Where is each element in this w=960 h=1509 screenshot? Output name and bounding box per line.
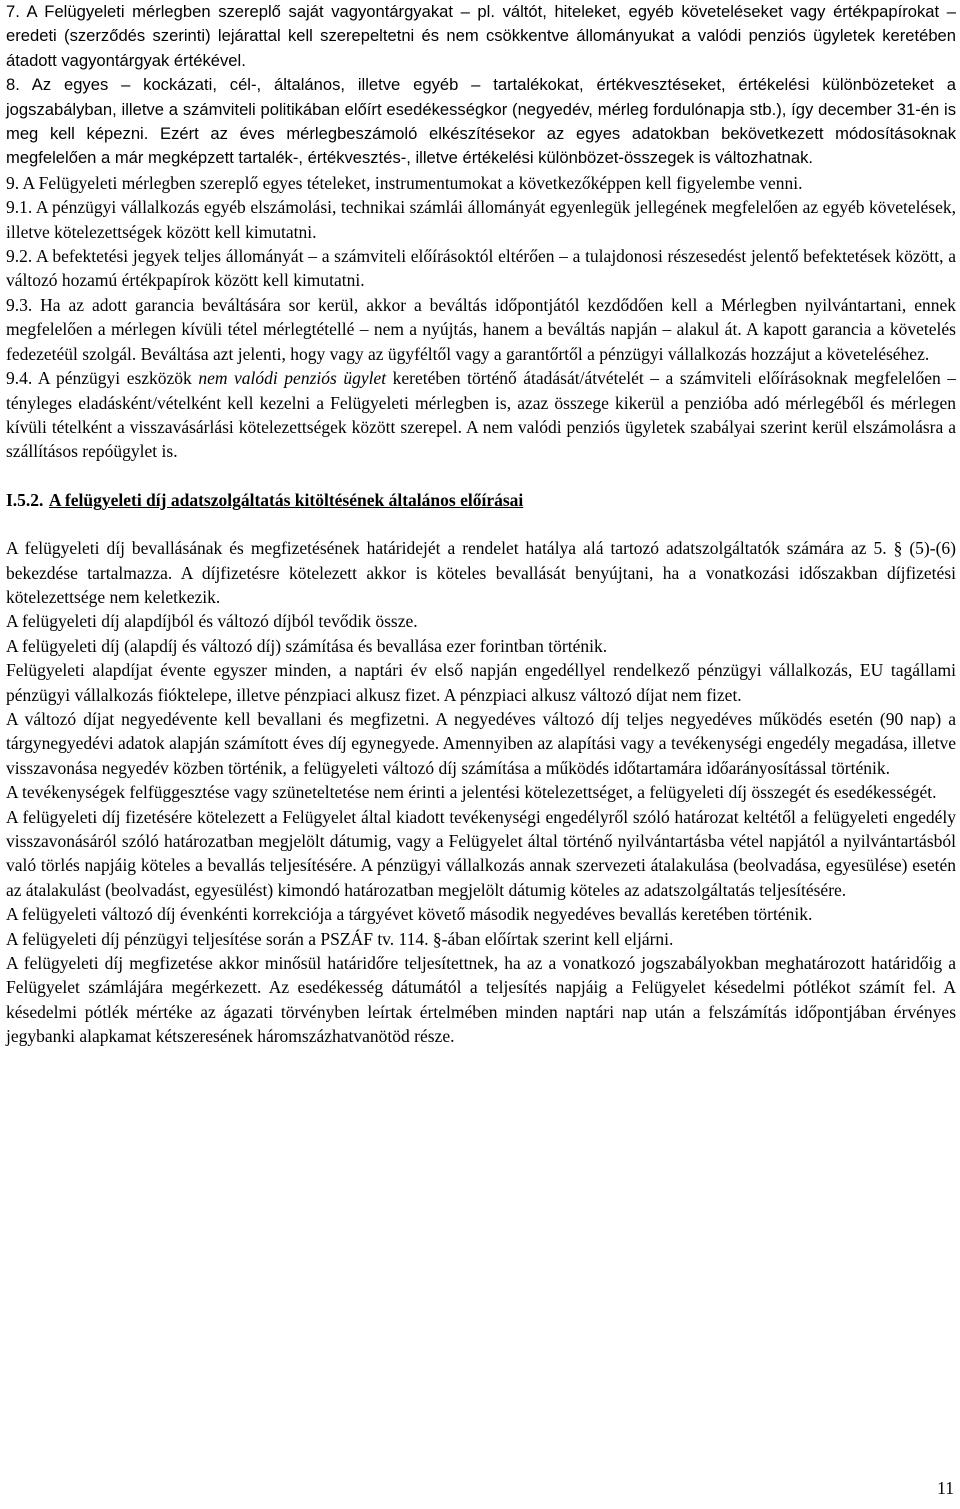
body-paragraph: A tevékenységek felfüggesztése vagy szüneteltetése nem érinti a jelentési kötelezettséget, a felügyeleti díj összegét és esedékességét. <box>6 782 937 803</box>
paragraph-9-4-emphasis: nem valódi penziós ügylet <box>198 368 387 389</box>
section-number: I.5.2. <box>6 489 44 510</box>
paragraph-7: 7. A Felügyeleti mérlegben szereplő saját vagyontárgyakat – pl. váltót, hiteleket, egyéb követeléseket vagy értékpapírokat – eredeti (szerződés szerinti) lejárattal kell szerepeltetni és nem csökkentve állományukat a valódi penziós ügyletek keretében átadott vagyontárgyak értékével. <box>6 2 956 70</box>
paragraph-9: 9. A Felügyeleti mérlegben szereplő egyes tételeket, instrumentumokat a következőképpen kell figyelembe venni. <box>6 172 803 193</box>
spacer <box>6 512 956 536</box>
body-paragraph: A felügyeleti díj (alapdíj és változó díj) számítása és bevallása ezer forintban történik. <box>6 635 608 656</box>
body-paragraph: A felügyeleti díj alapdíjból és változó díjból tevődik össze. <box>6 611 418 632</box>
body-paragraph: A felügyeleti díj megfizetése akkor minősül határidőre teljesítettnek, ha az a vonatkozó jogszabályokban meghatározott határidőig a Felügyelet számlájára megérkezett. Az esedékesség dátumától a teljesítés napjáig a Felügyelet késedelmi pótlékot számít fel. A késedelmi pótlék mértéke az ágazati törvényben leírtak értelmében minden naptári nap után a felszámítás időpontjában érvényes jegybanki alapkamat kétszeresének háromszázhatvanötöd része. <box>6 953 956 1047</box>
body-paragraph: A felügyeleti díj fizetésére kötelezett a Felügyelet által kiadott tevékenységi engedélyről szóló határozat keltétől a felügyeleti engedély visszavonásáról szóló határozatban megjelölt dátumig, vagy a Felügyelet által történő nyilvántartásba vétel napjától a nyilvántartásból való törlés napjáig köteles a bevallás teljesítésére. A pénzügyi vállalkozás annak szervezeti átalakulása (beolvadása, egyesülése) esetén az átalakulást (beolvadást, egyesülést) kimondó határozatban megjelölt dátumig köteles az adatszolgáltatás teljesítésére. <box>6 806 956 900</box>
section-heading <box>6 488 956 512</box>
page-number: 11 <box>937 1478 954 1498</box>
body-paragraph: Felügyeleti alapdíjat évente egyszer minden, a naptári év első napján engedéllyel rendelkező pénzügyi vállalkozás, EU tagállami pénzügyi vállalkozás fióktelepe, illetve pénzpiaci alkusz fizet. A pénzpiaci alkusz változó díjat nem fizet. <box>6 660 956 705</box>
body-paragraph: A felügyeleti változó díj évenkénti korrekciója a tárgyévet követő második negyedéves bevallás keretében történik. <box>6 904 813 925</box>
body-paragraph: A felügyeleti díj pénzügyi teljesítése során a PSZÁF tv. 114. §-ában előírtak szerint kell eljárni. <box>6 928 674 949</box>
body-paragraph: A felügyeleti díj bevallásának és megfizetésének határidejét a rendelet hatálya alá tartozó adatszolgáltatók számára az 5. § (5)-(6) bekezdése tartalmazza. A díjfizetésre kötelezett akkor is köteles bevallását benyújtani, ha a vonatkozási időszakban díjfizetési kötelezettsége nem keletkezik. <box>6 538 956 607</box>
spacer <box>6 464 956 488</box>
paragraph-9-1: 9.1. A pénzügyi vállalkozás egyéb elszámolási, technikai számlái állományát egyenlegük jellegének megfelelően az egyéb követelések, illetve kötelezettségek között kell kimutatni. <box>6 197 956 242</box>
paragraph-9-4-start: 9.4. A pénzügyi eszközök <box>6 368 199 389</box>
paragraph-9-2: 9.2. A befektetési jegyek teljes állományát – a számviteli előírásoktól eltérően – a tulajdonosi részesedést jelentő befektetések között, a változó hozamú értékpapírok között kell kimutatni. <box>6 246 956 291</box>
paragraph-9-4 <box>6 366 956 464</box>
document-page <box>6 0 956 1049</box>
paragraph-9-3: 9.3. Ha az adott garancia beváltására sor kerül, akkor a beváltás időpontjától kezdődően kell a Mérlegben nyilvántartani, ennek megfelelően a mérlegen kívüli tétel mérlegtétellé – nem a nyújtás, hanem a beváltás napján – alakul át. A kapott garancia a követelés fedezetéül szolgál. Beváltása azt jelenti, hogy vagy az ügyféltől vagy a garantőrtől a pénzügyi vállalkozás hozzájut a követeléséhez. <box>6 294 956 364</box>
paragraph-8: 8. Az egyes – kockázati, cél-, általános, illetve egyéb – tartalékokat, értékvesztéseket, értékelési különbözeteket a jogszabályban, illetve a számviteli politikában előírt esedékességkor (negyedév, mérleg fordulónapja stb.), így december 31-én is meg kell képezni. Ezért az éves mérlegbeszámoló elkészítésekor az egyes adatokban bekövetkezett módosításoknak megfelelően a már megképzett tartalék-, értékvesztés-, illetve értékelési különbözet-összegek is változhatnak. <box>6 75 956 168</box>
section-title: A felügyeleti díj adatszolgáltatás kitöltésének általános előírásai <box>48 489 524 510</box>
paragraph-9-4-end: keretében történő átadását/átvételét – a számviteli előírásoknak megfelelően – tényleges eladásként/vételként kell kezelni a Felügyeleti mérlegben is, azaz összege kikerül a penzióba adó mérlegéből és mérlegen kívüli tételként a visszavásárlási kötelezettségek között szerepel. A nem valódi penziós ügyletek szabályai szerint kerül elszámolásra a szállításos repóügylet is. <box>6 368 957 462</box>
body-paragraph: A változó díjat negyedévente kell bevallani és megfizetni. A negyedéves változó díj teljes negyedéves működés esetén (90 nap) a tárgynegyedévi adatok alapján számított éves díj egynegyede. Amennyiben az alapítási vagy a tevékenységi engedély megadása, illetve visszavonása negyedév közben történik, a felügyeleti változó díj számítása a működés időtartamára időarányosítással történik. <box>6 708 956 778</box>
